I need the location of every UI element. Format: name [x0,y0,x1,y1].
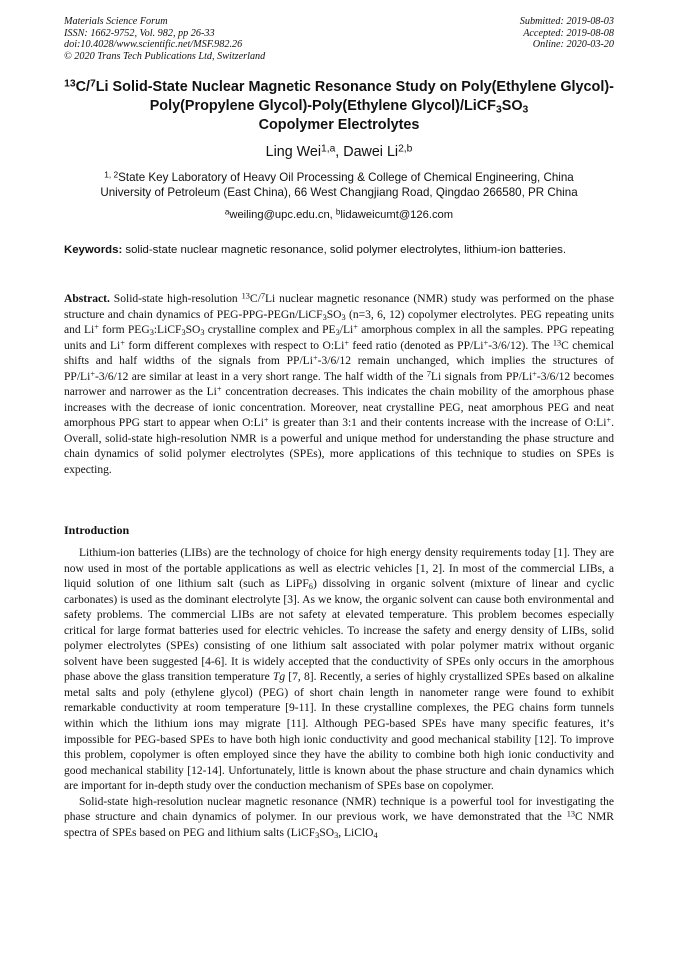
journal-name: Materials Science Forum [64,16,168,27]
abstract: Abstract. Solid-state high-resolution $^{13}$C/$^7$Li nuclear magnetic resonance (NMR) study was performed on the phase structure and chain dynamics of PEG-$PPG-PEGn/LiCF_3SO_3$ (n=3, 6, 12) copolymer electrolytes. PEG repeating units and Li+ form $PEG_3:LiCF_3SO_3$ crystalline complex and $PE_3/Li^+$ amorphous complex in all the samples. PPG repeating units and Li+ form different complexes with respect to O:Li+ feed ratio (denoted as PP/Li+-3/6/12). The $^{13}$C chemical shifts and half widths of the signals from PP/Li+-3/6/12 remain unchanged, which implies the structures of PP/Li+-3/6/12 are similar at least in a very short range. The half width of the $^7$Li signals from PP/Li+-3/6/12 becomes narrower and narrower as the Li+ concentration decreases. This indicates the chain mobility of the amorphous phase increases with the decrease of ionic concentration. Moreover, neat crystalline PEG, neat amorphous PEG and neat amorphous PPG start to appear when O:Li+ is greater than 3:1 and their contents increase with the increase of O:Li+. Overall, solid-state high-resolution NMR is a powerful and unique method for understanding the phase structure and chain dynamics of solid polymer electrolytes (SPEs), more applications of this technique to studies on SPEs is expecting. [64,291,615,477]
keywords: Keywords: solid-state nuclear magnetic resonance, solid polymer electrolytes, lithium-ion batteries. [64,244,567,256]
email-link-a[interactable]: weiling@upc.edu.cn [229,209,330,221]
journal-header-left [64,16,265,62]
author-emails: $^a$weiling@upc.edu.cn, $^b$lidaweicumt@126.com [224,207,454,221]
issn-line: ISSN: 1662-9752, Vol. 982, pp 26-33 [64,27,215,39]
abstract-label: Abstract. [64,293,110,305]
accepted-date: Accepted: 2019-08-08 [523,27,614,39]
section-heading-introduction: Introduction [64,523,130,537]
email-link-b[interactable]: lidaweicumt@126.com [340,209,454,221]
paragraph: Lithium-ion batteries (LIBs) are the technology of choice for high energy density requirements today [1]. They are now used in most of the portable applications as well as electric vehicles [1, 2]. In most of the commercial LIBs, a liquid solution of one lithium salt (such as LiPF$_6$) dissolving in organic solvent (mixture of linear and cyclic carbonates) is used as the dominant electrolyte [3]. As we know, the organic solvent can cause both environmental and safety problems. The commercial LIBs are not safety at elevated temperature. This problem becomes especially critical for large format batteries used for electric vehicles. To increase the safety and energy density of LIBs, solid polymer electrolytes (SPEs) consisting of one lithium salt associated with polar polymer matrix without organic solvent have been suggested [4-6]. It is widely accepted that the conductivity of SPEs only occurs in the amorphous phase above the glass transition temperature Tg [7, 8]. Recently, a series of highly crystallized SPEs based on alkaline metal salts and poly (ethylene glycol) (PEG) of short chain length in nanometer range were found to exhibit remarkable conductivity at room temperature [9-11]. In these crystalline complexes, the PEG chains form tunnels within which the lithium ions may migrate [11]. Although PEG-based SPEs have many specific features, it’s impossible for PEG-based SPEs to have both high ionic conductivity and good mechanical stability [12]. To improve this problem, copolymer is often employed since they have the ability to combine both high ionic conductivity and good mechanical stability [12-14]. Unfortunately, little is known about the phase structure and chain dynamics which are important for in-depth study over the conduction mechanism of SPEs base on copolymer. [64,547,615,793]
paper-title: $^{13}$C/$^7$Li Solid-State Nuclear Magnetic Resonance Study on Poly(Ethylene Glycol)-Poly(Propylene Glycol)-Poly(Ethylene $Glycol)/LiCF_3SO_3$ Copolymer Electrolytes [64,78,614,133]
online-date: Online: 2020-03-20 [532,39,614,51]
author-name: Dawei Li [343,144,399,160]
keywords-label: Keywords: [64,244,123,256]
introduction-body [64,546,614,841]
author-list: Ling Wei$^{1,a}$, Dawei Li$^{2,b}$ [265,143,413,160]
submitted-date: Submitted: 2019-08-03 [519,16,614,27]
doi-line[interactable]: doi:10.4028/www.scientific.net/MSF.982.26 [64,39,243,51]
copyright-line: © 2020 Trans Tech Publications Ltd, Switzerland [64,50,266,62]
affiliation: $^{1, 2}$State Key Laboratory of Heavy Oil Processing & College of Chemical Engineering, China University of Petroleum (East China), 66 West Changjiang Road, Qingdao 266580, PR China [100,169,578,199]
author-name: Ling Wei [265,144,321,160]
journal-header-right [520,16,614,51]
paragraph: Solid-state high-resolution nuclear magnetic resonance (NMR) technique is a powerful tool for investigating the phase structure and chain dynamics of polymer. In our previous work, we have demonstrated that the $^{13}$C NMR spectra of SPEs based on PEG and lithium salts ($LiCF_3SO_3$, LiClO$_4$ [64,795,614,840]
